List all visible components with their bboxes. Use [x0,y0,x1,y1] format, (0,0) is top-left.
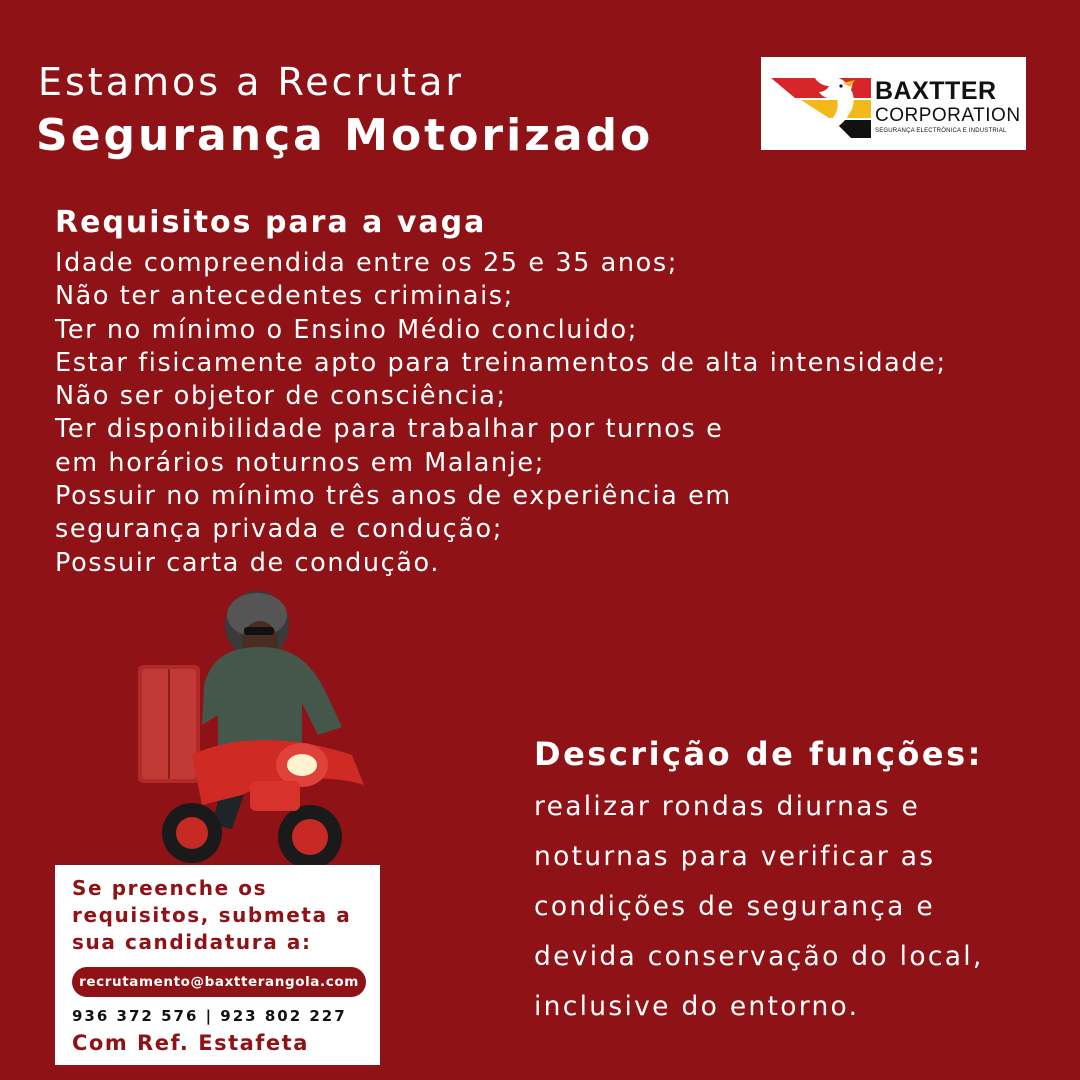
page-eyebrow: Estamos a Recrutar [38,60,464,104]
description-line: noturnas para verificar as [534,841,936,872]
eagle-icon [771,70,871,138]
requirements-list [55,247,947,580]
requirement-line: Ter disponibilidade para trabalhar por turnos e [55,414,724,445]
cta-line: requisitos, submeta a [72,903,352,927]
requirements-title: Requisitos para a vaga [55,205,487,240]
requirement-line: Possuir no mínimo três anos de experiência em [55,481,732,512]
description-title: Descrição de funções: [534,735,983,773]
motorcycle-rider-illustration [132,585,392,875]
page-title: Segurança Motorizado [36,110,654,161]
logo-tagline: SEGURANÇA ELECTRÓNICA E INDUSTRIAL [875,128,1007,134]
requirement-line: Possuir carta de condução. [55,547,440,578]
logo-name: BAXTTER [875,77,997,105]
company-logo [761,57,1026,150]
requirement-line: Não ter antecedentes criminais; [55,281,514,312]
application-box [55,865,380,1065]
cta-line: Se preenche os [72,876,268,900]
cta-line: sua candidatura a: [72,930,312,954]
requirement-line: Não ser objetor de consciência; [55,381,507,412]
email-link[interactable]: recrutamento@baxtterangola.com [72,967,366,997]
requirement-line: Estar fisicamente apto para treinamentos de alta intensidade; [55,347,947,378]
reference-code: Com Ref. Estafeta [72,1031,309,1055]
requirement-line: Ter no mínimo o Ensino Médio concluido; [55,314,638,345]
requirement-line: Idade compreendida entre os 25 e 35 anos; [55,248,678,278]
description-line: realizar rondas diurnas e [534,791,921,822]
description-list [534,782,984,1032]
description-line: devida conservação do local, [534,941,984,972]
requirement-line: em horários noturnos em Malanje; [55,447,545,478]
logo-subtitle: CORPORATION [875,105,1021,126]
description-line: condições de segurança e [534,891,936,922]
description-line: inclusive do entorno. [534,991,860,1022]
requirement-line: segurança privada e condução; [55,514,503,545]
phone-numbers[interactable]: 936 372 576 | 923 802 227 [72,1007,347,1025]
